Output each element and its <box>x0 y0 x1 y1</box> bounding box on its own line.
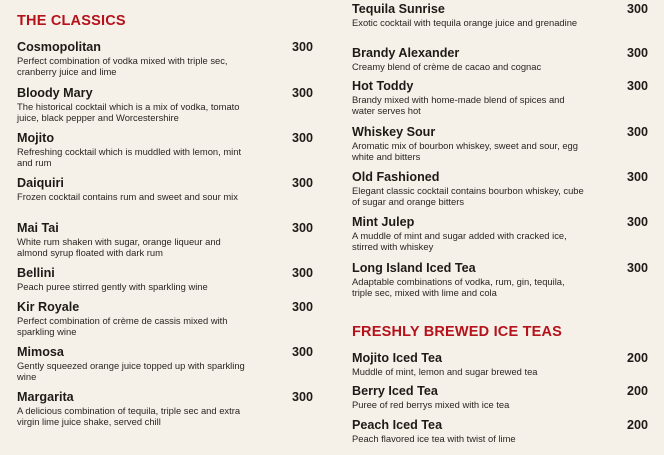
item-name: Bellini <box>17 266 55 280</box>
item-price: 300 <box>626 46 648 60</box>
item-description: Aromatic mix of bourbon whiskey, sweet and sour, egg white and bitters <box>352 140 578 162</box>
menu-item-mojito-iced-tea <box>352 351 648 377</box>
menu-item-berry-iced-tea <box>352 384 648 410</box>
item-price: 300 <box>626 170 648 184</box>
item-description: Perfect combination of crème de cassis mixed with sparkling wine <box>17 315 228 337</box>
item-price: 300 <box>291 131 313 145</box>
item-name: Brandy Alexander <box>352 46 460 60</box>
item-description: White rum shaken with sugar, orange liqueur and almond syrup floated with dark rum <box>17 236 221 258</box>
item-price: 200 <box>626 351 648 365</box>
item-name: Bloody Mary <box>17 86 93 100</box>
item-price: 300 <box>291 345 313 359</box>
item-name: Mai Tai <box>17 221 59 235</box>
item-price: 300 <box>291 390 313 404</box>
item-name: Mint Julep <box>352 215 415 229</box>
item-price: 300 <box>291 40 313 54</box>
item-description: Elegant classic cocktail contains bourbon whiskey, cube of sugar and orange bitters <box>352 185 584 207</box>
item-description: Creamy blend of crème de cacao and cognac <box>352 61 542 72</box>
item-name: Mojito Iced Tea <box>352 351 443 365</box>
item-price: 200 <box>626 418 648 432</box>
menu-item-mojito <box>17 131 313 168</box>
menu-item-mimosa <box>17 345 313 382</box>
item-name: Kir Royale <box>17 300 80 314</box>
item-description: A muddle of mint and sugar added with cracked ice, stirred with whiskey <box>352 230 567 252</box>
item-description: Muddle of mint, lemon and sugar brewed tea <box>352 366 538 377</box>
item-name: Peach Iced Tea <box>352 418 443 432</box>
menu-item-daiquiri <box>17 176 313 202</box>
item-name: Hot Toddy <box>352 79 414 93</box>
menu-item-long-island-iced-tea <box>352 261 648 298</box>
item-name: Whiskey Sour <box>352 125 436 139</box>
item-description: Brandy mixed with home-made blend of spices and water serves hot <box>352 94 565 116</box>
item-description: A delicious combination of tequila, triple sec and extra virgin lime juice shake, served chill <box>17 405 241 427</box>
item-price: 300 <box>291 86 313 100</box>
item-description: Exotic cocktail with tequila orange juice and grenadine <box>352 17 578 28</box>
item-price: 300 <box>626 215 648 229</box>
item-name: Mojito <box>17 131 55 145</box>
menu-item-kir-royale <box>17 300 313 337</box>
item-price: 300 <box>291 266 313 280</box>
item-price: 300 <box>626 2 648 16</box>
menu-item-peach-iced-tea <box>352 418 648 444</box>
item-price: 200 <box>626 384 648 398</box>
item-description: Adaptable combinations of vodka, rum, gin, tequila, triple sec, mixed with lime and cola <box>352 276 565 298</box>
menu-item-bellini <box>17 266 313 292</box>
menu-item-cosmopolitan <box>17 40 313 77</box>
item-name: Mimosa <box>17 345 64 359</box>
menu-item-old-fashioned <box>352 170 648 207</box>
item-name: Daiquiri <box>17 176 64 190</box>
item-price: 300 <box>291 176 313 190</box>
item-price: 300 <box>291 300 313 314</box>
item-price: 300 <box>626 125 648 139</box>
menu-item-whiskey-sour <box>352 125 648 162</box>
menu-item-mai-tai <box>17 221 313 258</box>
item-description: Peach flavored ice tea with twist of lime <box>352 433 516 444</box>
item-price: 300 <box>291 221 313 235</box>
item-name: Cosmopolitan <box>17 40 101 54</box>
menu-item-brandy-alexander <box>352 46 648 72</box>
item-name: Old Fashioned <box>352 170 440 184</box>
menu-item-hot-toddy <box>352 79 648 116</box>
item-description: Peach puree stirred gently with sparkling wine <box>17 281 208 292</box>
item-price: 300 <box>626 261 648 275</box>
menu-item-bloody-mary <box>17 86 313 123</box>
item-name: Tequila Sunrise <box>352 2 445 16</box>
menu-item-margarita <box>17 390 313 427</box>
menu-item-mint-julep <box>352 215 648 252</box>
section-title-classics: THE CLASSICS <box>17 13 126 29</box>
item-name: Berry Iced Tea <box>352 384 438 398</box>
section-title-ice-teas: FRESHLY BREWED ICE TEAS <box>352 324 563 340</box>
menu-item-tequila-sunrise <box>352 2 648 28</box>
item-description: Puree of red berrys mixed with ice tea <box>352 399 510 410</box>
item-description: Frozen cocktail contains rum and sweet and sour mix <box>17 191 238 202</box>
item-description: Refreshing cocktail which is muddled with lemon, mint and rum <box>17 146 242 168</box>
item-description: Perfect combination of vodka mixed with triple sec, cranberry juice and lime <box>17 55 228 77</box>
item-description: The historical cocktail which is a mix of vodka, tomato juice, black pepper and Worcestershire <box>17 101 240 123</box>
item-description: Gently squeezed orange juice topped up with sparkling wine <box>17 360 245 382</box>
item-price: 300 <box>626 79 648 93</box>
item-name: Long Island Iced Tea <box>352 261 476 275</box>
item-name: Margarita <box>17 390 74 404</box>
